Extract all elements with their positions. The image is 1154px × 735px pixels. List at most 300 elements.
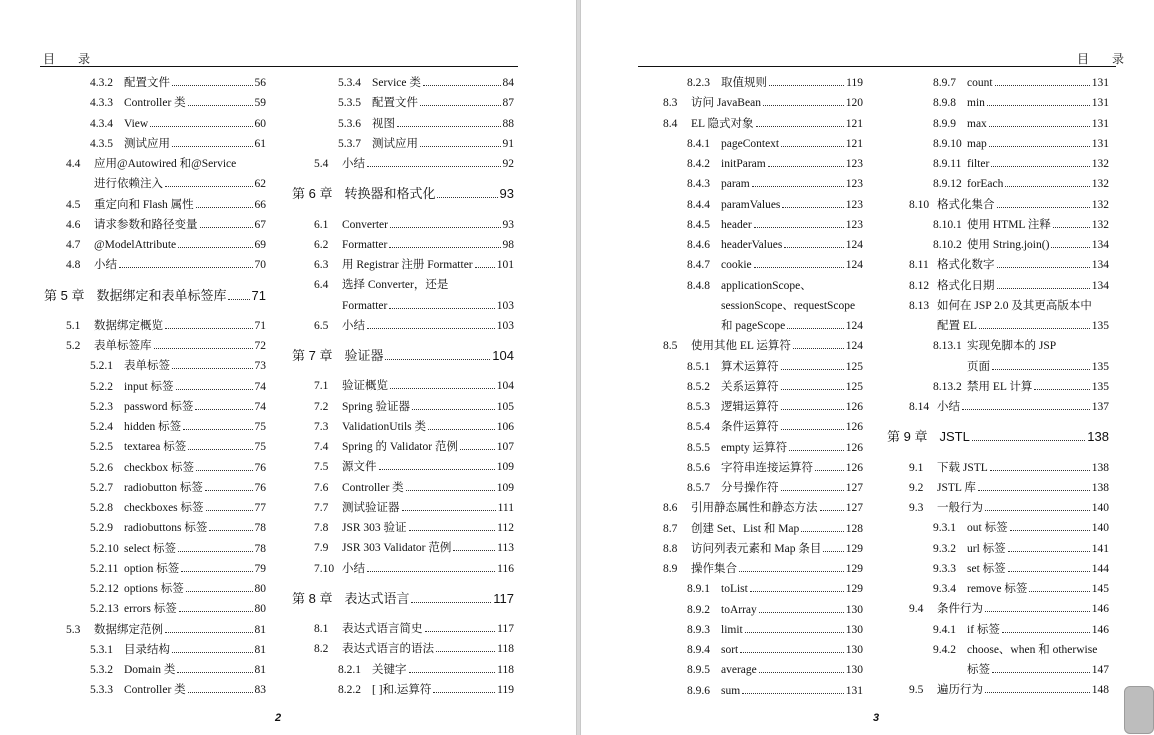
toc-number: 8.9.4 [687,644,710,656]
toc-title: 访问 JavaBean [691,97,761,110]
leader-dots [154,348,253,349]
toc-title: JSR 303 Validator 范例 [342,542,452,555]
toc-entry [338,663,514,677]
toc-entry [314,420,514,434]
toc-page-number: 134 [1091,279,1109,292]
toc-entry [314,319,514,333]
toc-entry [687,198,863,212]
toc-number: 6.4 [314,279,329,292]
toc-title: url 标签 [967,542,1006,555]
leader-dots [768,166,844,167]
toc-entry [314,481,514,495]
toc-number: 5.3 [66,623,81,636]
toc-title: 操作集合 [691,563,737,575]
leader-dots [985,510,1090,511]
toc-number: 7.2 [314,400,329,413]
toc-number: 9.4.2 [933,643,956,656]
toc-entry [909,258,1109,272]
toc-title: map [967,137,987,150]
toc-page-number: 109 [496,461,514,474]
toc-number: 5.2.11 [90,562,119,575]
toc-page-number: 118 [497,663,514,676]
toc-title: 使用 HTML 注释 [967,218,1051,231]
leader-dots [990,470,1090,471]
toc-entry [933,339,1109,353]
toc-title: Spring 的 Validator 范例 [342,441,458,453]
toc-number: 9.4 [909,603,924,616]
toc-title: 小结 [342,319,365,332]
toc-page-number: 126 [845,401,863,413]
toc-page-number: 131 [1091,137,1109,150]
toc-page-number: 62 [254,178,266,191]
toc-title: JSTL [939,429,970,445]
toc-page-number: 140 [1091,522,1109,535]
toc-entry [687,218,863,232]
toc-title: 条件行为 [937,603,983,616]
toc-entry [687,684,863,698]
toc-entry [687,380,863,394]
toc-entry [933,582,1109,596]
toc-page-number: 147 [1091,664,1109,676]
toc-page-number: 125 [845,360,863,373]
toc-page-number: 128 [845,522,863,535]
toc-page-number: 105 [496,400,514,413]
toc-title: Controller 类 [124,97,186,110]
toc-entry [314,562,514,576]
leader-dots [985,611,1090,612]
toc-number: 4.3.4 [90,117,113,130]
toc-title: 使用 String.join() [967,239,1050,251]
toc-page-number: 71 [254,319,266,332]
toc-number: 8.6 [663,502,678,515]
toc-page-number: 74 [254,400,266,413]
toc-page-number: 120 [845,97,863,110]
leader-dots [195,409,252,410]
toc-title: 转换器和格式化 [344,186,436,202]
toc-title: 表单标签 [124,360,170,373]
toc-entry [909,501,1109,515]
toc-number: 9.3.1 [933,522,956,535]
leader-dots [176,389,253,390]
leader-dots [165,186,253,187]
toc-title: pageContext [721,137,780,150]
toc-entry [687,76,863,90]
toc-entry [66,238,266,252]
toc-number: 8.9.9 [933,117,956,130]
toc-page-number: 113 [497,542,514,555]
toc-entry [909,481,1109,495]
toc-number: 5.2.13 [90,603,119,616]
leader-dots [1005,186,1089,187]
toc-entry [909,683,1109,697]
toc-page-number: 109 [496,481,514,494]
leader-dots [815,470,844,471]
toc-title: 配置文件 [372,97,418,110]
scrollbar-thumb[interactable] [1124,686,1154,734]
toc-page-number: 125 [845,380,863,393]
toc-title: 小结 [342,562,365,575]
toc-page-number: 112 [497,522,514,534]
leader-dots [433,692,495,693]
toc-page-number: 106 [496,420,514,433]
toc-entry [687,177,863,191]
leader-dots [367,166,501,167]
toc-title: 格式化日期 [937,279,995,292]
toc-title: checkbox 标签 [124,461,194,474]
toc-entry [687,643,863,657]
toc-entry [66,177,266,191]
page-left [0,0,576,735]
toc-page-number: 73 [254,360,266,373]
toc-page-number: 135 [1091,380,1109,393]
toc-entry [90,481,266,495]
leader-dots [436,651,495,652]
toc-title: Formatter [342,238,388,251]
toc-entry [933,218,1109,232]
toc-title: 数据绑定和表单标签库 [96,287,227,303]
toc-entry [90,117,266,131]
toc-page-number: 124 [845,239,863,251]
leader-dots [1008,551,1090,552]
toc-page-number: 126 [845,461,863,474]
toc-page-number: 61 [254,137,266,150]
toc-page-number: 79 [254,562,266,575]
leader-dots [186,591,253,592]
toc-page-number: 104 [492,348,514,363]
toc-number: 8.2.2 [338,683,361,696]
toc-entry [314,460,514,474]
toc-number: 9.3.3 [933,562,956,575]
toc-page-number: 129 [845,563,863,575]
toc-number: 5.3.1 [90,643,113,656]
leader-dots [989,126,1090,127]
leader-dots [196,207,253,208]
toc-title: 数据绑定范例 [94,623,163,636]
toc-title: 应用@Autowired 和@Service [94,158,237,170]
leader-dots [425,631,496,632]
toc-number: 8.4.8 [687,279,710,292]
toc-number: 8.10.1 [933,218,962,231]
toc-title: 页面 [967,360,990,373]
toc-title: Converter [342,218,388,231]
toc-number: 5.3.2 [90,664,113,676]
toc-number: 4.3.5 [90,137,113,150]
leader-dots [742,693,844,694]
toc-title: ValidationUtils 类 [342,420,427,433]
leader-dots [206,510,253,511]
leader-dots [179,611,253,612]
page-number: 2 [275,712,282,724]
toc-entry [90,359,266,373]
toc-page-number: 130 [845,664,863,677]
toc-entry [314,501,514,515]
leader-dots [209,530,252,531]
toc-number: 8.5.7 [687,482,710,494]
leader-dots [745,632,844,633]
toc-title: [ ]和.运算符 [372,683,432,696]
toc-title: 和 pageScope [721,320,786,332]
toc-number: 4.6 [66,218,81,231]
toc-entry [66,157,266,171]
toc-title: textarea 标签 [124,441,187,454]
toc-page-number: 107 [496,441,514,453]
toc-entry [933,238,1109,252]
toc-number: 8.2.3 [687,77,710,89]
toc-number: 7.4 [314,441,329,453]
leader-dots [172,652,253,653]
toc-page-number: 138 [1091,481,1109,494]
leader-dots [423,85,501,86]
toc-number: 8.9.7 [933,77,956,89]
toc-title: 测试应用 [372,137,418,150]
toc-page-number: 121 [845,137,863,150]
leader-dots [985,692,1090,693]
toc-entry [933,360,1109,374]
toc-title: 验证器 [344,348,384,363]
toc-page-number: 141 [1091,542,1109,555]
toc-page-number: 116 [497,562,514,575]
toc-entry [90,683,266,697]
toc-entry [909,198,1109,212]
toc-number: 8.14 [909,401,930,413]
toc-page-number: 130 [845,623,863,636]
leader-dots [754,227,844,228]
toc-number: 5.2.2 [90,380,113,393]
toc-title: if 标签 [967,623,1000,636]
toc-number: 5.3.5 [338,97,361,110]
toc-title: 取值规则 [721,77,767,89]
toc-entry [933,542,1109,556]
toc-title: 禁用 EL 计算 [967,380,1033,393]
leader-dots [754,267,844,268]
toc-number: 7.6 [314,481,329,494]
leader-dots [172,146,253,147]
leader-dots [979,328,1090,329]
toc-page-number: 123 [845,178,863,191]
toc-number: 8.9.6 [687,684,710,697]
toc-number: 8.9.2 [687,603,710,616]
leader-dots [962,409,1090,410]
leader-dots [992,369,1090,370]
toc-number: 9.2 [909,481,924,494]
toc-title: 配置文件 [124,77,170,89]
toc-entry [90,501,266,515]
toc-title: EL 隐式对象 [691,117,754,130]
leader-dots [752,186,844,187]
toc-page-number: 124 [845,320,863,332]
toc-number: 第 6 章 [292,186,333,202]
toc-entry [314,642,514,656]
toc-number: 8.5.6 [687,461,710,474]
toc-title: 下载 JSTL [937,461,988,474]
toc-number: 8.5.1 [687,360,710,373]
toc-entry [90,521,266,535]
toc-number: 8.9.11 [933,158,962,170]
toc-page-number: 138 [1087,429,1109,445]
toc-entry [338,96,514,110]
toc-page-number: 126 [845,421,863,434]
toc-number: 5.2.9 [90,522,113,535]
toc-page-number: 117 [493,590,514,606]
leader-dots [188,692,253,693]
leader-dots [412,409,495,410]
toc-title: toList [721,583,748,596]
toc-entry [687,157,863,171]
toc-number: 6.2 [314,238,329,251]
toc-title: password 标签 [124,400,194,413]
toc-page-number: 81 [254,664,266,676]
toc-title: 遍历行为 [937,684,983,697]
toc-number: 8.5.2 [687,380,710,393]
toc-chapter-entry [887,430,1109,444]
toc-entry [90,420,266,434]
leader-dots [782,207,843,208]
toc-chapter-entry [292,349,514,363]
toc-page-number: 84 [502,77,514,89]
toc-page-number: 81 [254,623,266,636]
toc-page-number: 77 [254,502,266,514]
toc-number: 5.2.8 [90,502,113,514]
leader-dots [997,207,1090,208]
leader-dots [409,530,496,531]
toc-title: Service 类 [372,77,421,89]
toc-title: 创建 Set、List 和 Map [691,522,800,535]
toc-title: 验证概览 [342,380,388,393]
leader-dots [1034,389,1089,390]
toc-page-number: 134 [1091,239,1109,251]
toc-title: empty 运算符 [721,441,788,454]
toc-page-number: 126 [845,441,863,454]
header-rule [638,66,1116,67]
toc-page-number: 75 [254,441,266,454]
toc-page-number: 132 [1091,198,1109,211]
toc-number: 8.13.1 [933,340,962,353]
toc-entry [314,278,514,292]
toc-title: 逻辑运算符 [721,401,779,413]
toc-number: 4.8 [66,259,81,272]
toc-entry [933,117,1109,131]
leader-dots [183,429,252,430]
toc-title: sessionScope、requestScope [721,299,856,312]
header-rule [40,66,518,67]
toc-entry [314,400,514,414]
toc-title: @ModelAttribute [94,239,177,251]
toc-page-number: 91 [502,137,514,150]
toc-title: header [721,218,752,231]
leader-dots [823,551,843,552]
toc-number: 7.7 [314,501,329,514]
toc-page-number: 131 [1091,117,1109,130]
toc-number: 5.2.3 [90,400,113,413]
leader-dots [188,449,252,450]
toc-page-number: 135 [1091,360,1109,373]
toc-entry [66,218,266,232]
toc-title: headerValues [721,239,783,251]
toc-title: 测试应用 [124,137,170,150]
toc-page-number: 56 [254,77,266,89]
toc-page-number: 98 [502,238,514,251]
toc-number: 8.5 [663,340,678,353]
toc-entry [909,461,1109,475]
toc-page-number: 135 [1091,320,1109,332]
leader-dots [172,368,253,369]
toc-number: 5.2.10 [90,542,119,555]
toc-entry [90,602,266,616]
toc-title: 表单标签库 [94,340,152,352]
toc-entry [933,623,1109,637]
toc-page-number: 140 [1091,502,1109,514]
leader-dots [402,510,496,511]
toc-number: 5.2.6 [90,461,113,474]
toc-entry [687,400,863,414]
toc-title: 测试验证器 [342,501,400,514]
toc-entry [90,582,266,596]
toc-page-number: 88 [502,117,514,130]
toc-entry [687,137,863,151]
toc-entry [90,76,266,90]
toc-number: 4.5 [66,198,81,211]
toc-number: 8.5.3 [687,401,710,413]
toc-page-number: 131 [1091,97,1109,110]
toc-page-number: 76 [254,481,266,494]
leader-dots [750,591,844,592]
toc-entry [90,400,266,414]
toc-title: 如何在 JSP 2.0 及其更高版本中 [937,299,1092,312]
toc-title: 使用其他 EL 运算符 [691,340,791,353]
toc-number: 9.3.4 [933,583,956,595]
toc-page-number: 137 [1091,401,1109,413]
toc-page-number: 59 [254,97,266,110]
toc-page-number: 129 [845,542,863,555]
toc-entry [66,258,266,272]
toc-entry [687,238,863,252]
toc-number: 8.8 [663,542,678,555]
toc-entry [663,562,863,576]
leader-dots [1053,227,1090,228]
toc-number: 8.12 [909,279,930,292]
toc-page-number: 131 [1091,77,1109,89]
toc-title: count [967,77,993,89]
toc-title: 进行依赖注入 [94,178,163,191]
toc-title: 条件运算符 [721,421,779,434]
toc-number: 8.9.1 [687,583,710,596]
leader-dots [172,85,253,86]
page-number: 3 [873,712,880,724]
toc-number: 4.3.3 [90,97,113,110]
toc-title: sort [721,644,739,656]
toc-number: 8.9.12 [933,178,962,191]
leader-dots [389,308,494,309]
toc-title: 表达式语言的语法 [342,643,434,656]
toc-page-number: 132 [1091,158,1109,170]
toc-chapter-entry [292,187,514,201]
toc-number: 9.3.2 [933,542,956,555]
leader-dots [420,146,501,147]
leader-dots [992,672,1090,673]
toc-number: 8.9 [663,563,678,575]
toc-page-number: 148 [1091,684,1109,697]
toc-entry [687,360,863,374]
toc-entry [663,117,863,131]
toc-page-number: 118 [497,643,514,656]
toc-entry [90,542,266,556]
toc-title: input 标签 [124,380,174,393]
toc-number: 9.5 [909,684,924,697]
leader-dots [997,288,1090,289]
toc-page-number: 130 [845,644,863,656]
toc-entry [909,400,1109,414]
toc-title: 一般行为 [937,502,983,514]
